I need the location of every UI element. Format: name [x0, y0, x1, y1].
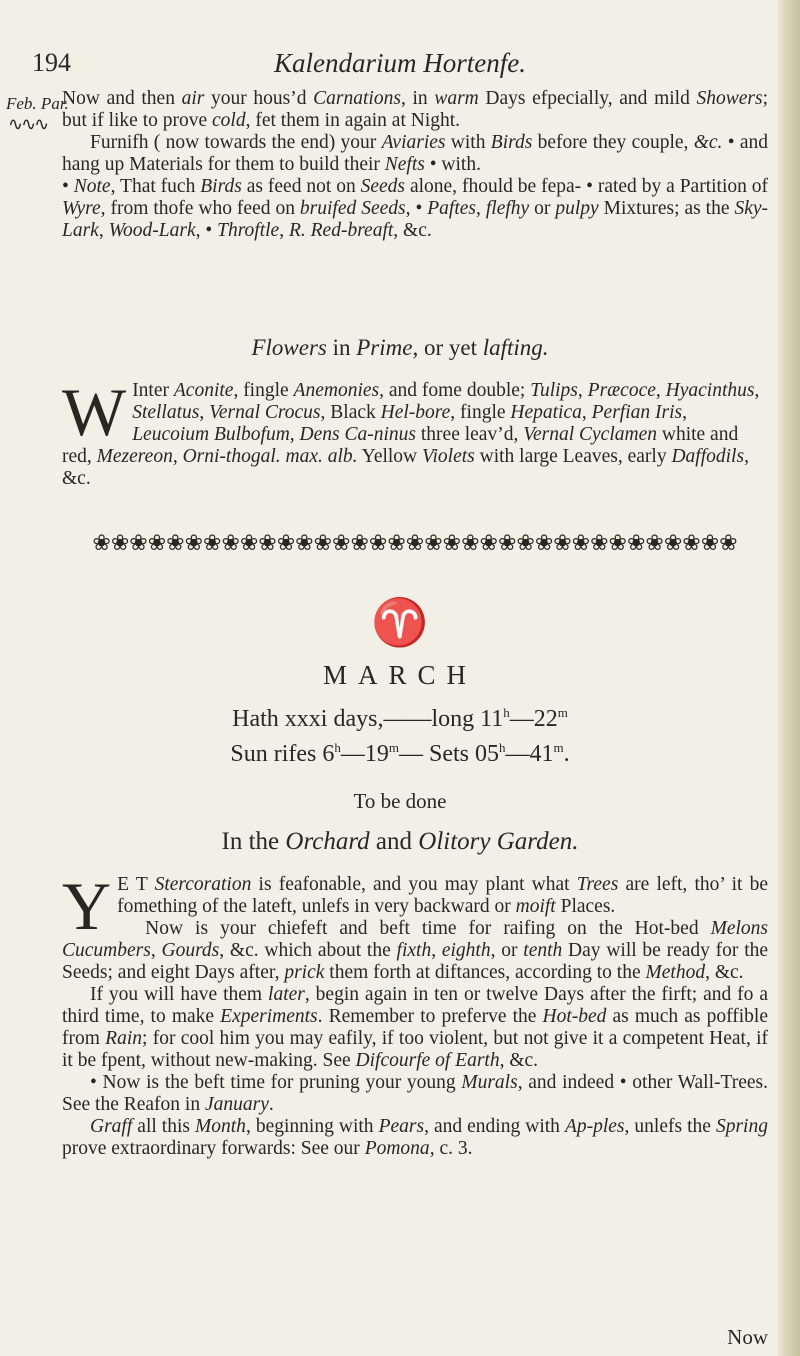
text-run: , unlefs the: [624, 1116, 716, 1137]
text-run: , or: [490, 940, 524, 961]
italic-run: Birds: [490, 132, 533, 153]
intro-paragraph-3: [62, 176, 768, 242]
margin-note: Feb. Par.: [6, 94, 69, 113]
superscript: h: [503, 705, 510, 720]
text-run: .: [563, 741, 570, 767]
flowers-list: [62, 374, 760, 489]
italic-run: Wood-Lark: [108, 220, 196, 241]
text-run: , &c.: [62, 446, 749, 489]
page-header: [0, 40, 800, 80]
italic-run: eighth: [441, 940, 491, 961]
italic-run: later: [268, 984, 305, 1005]
italic-run: Aconite: [173, 380, 234, 401]
text-run: If you will have them: [90, 984, 269, 1005]
italic-run: Murals: [461, 1072, 518, 1093]
italic-run: Spring: [715, 1116, 768, 1137]
intro-paragraph-2: [62, 132, 768, 176]
italic-run: R. Red-breaft: [288, 220, 394, 241]
italic-run: January: [204, 1094, 269, 1115]
days-line: [0, 705, 800, 733]
intro-section: [62, 88, 768, 242]
text-run: prove extraordinary forwards: See our: [62, 1138, 365, 1159]
text-run: —19: [340, 741, 389, 767]
italic-run: Month: [195, 1116, 246, 1137]
text-run: • and hang up Materials for them to build their: [62, 132, 769, 175]
text-run: , •: [195, 220, 218, 241]
month-title: MARCH: [322, 660, 478, 690]
italic-run: pulpy: [555, 198, 599, 219]
text-run: as feed not on: [241, 176, 361, 197]
text-run: ,: [172, 446, 183, 467]
italic-run: Birds: [200, 176, 242, 197]
italic-run: Difcourfe of Earth: [355, 1050, 500, 1071]
text-run: alone, fhould be fepa- • rated by a Partition of: [405, 176, 769, 197]
text-run: , fet them in again at Night.: [245, 110, 461, 131]
italic-run: Nefts: [384, 154, 425, 175]
text-run: your hous’d: [204, 88, 314, 109]
italic-run: Anemonies: [293, 380, 380, 401]
text-run: them forth at diftances, according to the: [324, 962, 646, 983]
italic-run: Violets: [422, 446, 475, 467]
italic-run: flefhy: [485, 198, 530, 219]
italic-run: Daffodils: [671, 446, 745, 467]
italic-run: Aviaries: [381, 132, 446, 153]
intro-paragraph-1: [62, 88, 768, 132]
text-run: , &c.: [499, 1050, 539, 1071]
italic-run: Dens Ca-ninus: [299, 424, 417, 445]
italic-run: prick: [284, 962, 325, 983]
italic-run: fixth: [396, 940, 432, 961]
italic-run: Trees: [576, 874, 619, 895]
text-run: Day will be ready for the Seeds; and eight Days after,: [62, 940, 769, 983]
ornament-border: ❀❀❀❀❀❀❀❀❀❀❀❀❀❀❀❀❀❀❀❀❀❀❀❀❀❀❀❀❀❀❀❀❀❀❀: [92, 530, 738, 555]
text-run: , and indeed • other Wall-Trees. See the Reafon in: [62, 1072, 769, 1115]
italic-run: Prime: [356, 335, 413, 360]
italic-run: Hot-bed: [542, 1006, 607, 1027]
text-run: , Black: [320, 402, 381, 423]
italic-run: Stellatus: [132, 402, 200, 423]
text-run: •: [62, 176, 74, 197]
text-run: Yellow: [357, 446, 423, 467]
march-paragraph-1-text: [117, 874, 768, 917]
italic-run: cold: [212, 110, 246, 131]
text-run: , in: [400, 88, 435, 109]
text-run: • Now is the beft time for pruning your young: [90, 1072, 462, 1093]
text-run: E T: [117, 874, 155, 895]
italic-run: Hyacinthus: [665, 380, 755, 401]
text-run: or: [529, 198, 556, 219]
text-run: , That fuch: [110, 176, 201, 197]
text-run: . Remember to preferve the: [317, 1006, 543, 1027]
text-run: is feafonable, and you may plant what: [251, 874, 577, 895]
text-run: before they couple,: [532, 132, 694, 153]
italic-run: Seeds: [360, 176, 406, 197]
text-run: ,: [150, 940, 162, 961]
aries-sign-icon: ♈: [371, 597, 429, 648]
text-run: Furnifh ( now towards the end) your: [90, 132, 382, 153]
drop-cap-w: W: [62, 374, 127, 450]
text-run: Now is your chiefeft and beft time for raifing on the Hot-bed: [145, 918, 711, 939]
italic-run: Rain: [105, 1028, 143, 1049]
italic-run: Sky-Lark: [62, 198, 769, 241]
text-run: in: [326, 335, 357, 360]
italic-run: Graff: [90, 1116, 133, 1137]
italic-run: Wyre: [62, 198, 101, 219]
text-run: ,: [581, 402, 592, 423]
text-run: ,: [577, 380, 588, 401]
italic-run: Olitory Garden.: [418, 828, 579, 855]
march-paragraph-3: [62, 984, 768, 1072]
text-run: are left, tho’ it be fomething of the lateft, unlefs in very backward or: [117, 874, 769, 917]
text-run: ,: [289, 424, 300, 445]
text-run: all this: [132, 1116, 196, 1137]
march-paragraph-2: [62, 918, 768, 984]
italic-run: Orchard: [285, 828, 370, 855]
text-run: In the: [221, 828, 286, 855]
superscript: h: [499, 740, 506, 755]
text-run: ,: [431, 940, 442, 961]
italic-run: Mezereon: [96, 446, 173, 467]
superscript: m: [557, 705, 568, 720]
margin-ornament: ∿∿∿: [8, 114, 48, 134]
italic-run: Showers: [696, 88, 763, 109]
italic-run: Ap-ples: [564, 1116, 625, 1137]
text-run: Places.: [555, 896, 616, 917]
text-run: , &c.: [393, 220, 432, 241]
text-run: .: [268, 1094, 274, 1115]
page-number: 194: [32, 48, 71, 77]
text-run: —22: [509, 706, 558, 732]
text-run: ; for cool him you may eafily, if too violent, but not give it a competent Heat, if it be fpent, without new-making. See: [62, 1028, 768, 1071]
italic-run: lafting.: [482, 335, 549, 360]
text-run: , beginning with: [245, 1116, 379, 1137]
flowers-heading: [0, 335, 800, 361]
drop-cap-y: Y: [62, 868, 112, 944]
text-run: Now and then: [62, 88, 182, 109]
text-run: as much as poffible from: [62, 1006, 768, 1049]
to-be-done-heading: To be done: [353, 789, 447, 813]
italic-run: Melons Cucumbers: [62, 918, 768, 961]
text-run: , from thofe who feed on: [100, 198, 300, 219]
text-run: ,: [682, 402, 687, 423]
italic-run: bruifed Seeds: [299, 198, 406, 219]
text-run: ,: [655, 380, 666, 401]
text-run: ,: [754, 380, 760, 401]
text-run: , begin again in ten or twelve Days after the firft; and fo a third time, to make: [62, 984, 768, 1027]
italic-run: Leucoium Bulbofum: [132, 424, 290, 445]
text-run: with large Leaves, early: [474, 446, 672, 467]
italic-run: Gourds: [161, 940, 220, 961]
garden-heading: [0, 828, 800, 856]
march-section: [62, 868, 769, 1160]
text-run: Inter: [132, 380, 174, 401]
text-run: Mixtures; as the: [598, 198, 735, 219]
italic-run: Orni-thogal. max. alb.: [182, 446, 358, 467]
march-paragraph-4: [62, 1072, 768, 1116]
text-run: , and ending with: [424, 1116, 565, 1137]
superscript: m: [388, 740, 399, 755]
italic-run: Experiments: [220, 1006, 318, 1027]
italic-run: warm: [434, 88, 479, 109]
italic-run: Præcoce: [587, 380, 656, 401]
italic-run: Carnations: [313, 88, 401, 109]
text-run: ,: [199, 402, 210, 423]
italic-run: Hepatica: [510, 402, 582, 423]
sun-line: [0, 740, 800, 768]
text-run: — Sets 05: [398, 741, 499, 767]
text-run: and: [369, 828, 419, 855]
text-run: , fingle: [450, 402, 511, 423]
text-run: three leav’d,: [416, 424, 524, 445]
superscript: m: [553, 740, 564, 755]
text-run: , &c.: [705, 962, 744, 983]
italic-run: Pears: [378, 1116, 425, 1137]
italic-run: Paftes: [427, 198, 477, 219]
text-run: • with.: [424, 154, 481, 175]
text-run: , &c. which about the: [219, 940, 397, 961]
text-run: white and red,: [62, 424, 739, 467]
text-run: ,: [279, 220, 289, 241]
text-run: , and fome double;: [379, 380, 531, 401]
italic-run: Method: [645, 962, 706, 983]
italic-run: Perfian Iris: [591, 402, 683, 423]
italic-run: Vernal Crocus: [209, 402, 321, 423]
italic-run: Hel-bore: [380, 402, 451, 423]
italic-run: Tulips: [530, 380, 578, 401]
text-run: —41: [505, 741, 554, 767]
superscript: h: [334, 740, 341, 755]
italic-run: Note: [73, 176, 111, 197]
text-run: Sun rifes 6: [230, 741, 335, 767]
italic-run: air: [181, 88, 205, 109]
text-run: with: [445, 132, 491, 153]
text-run: ,: [476, 198, 486, 219]
running-head: Kalendarium Hortenfe.: [274, 48, 526, 78]
march-paragraph-5: [62, 1116, 768, 1160]
text-run: ; but if like to prove: [62, 88, 768, 131]
text-run: , •: [405, 198, 428, 219]
italic-run: Throftle: [217, 220, 280, 241]
italic-run: Pomona: [364, 1138, 430, 1159]
flowers-section: [62, 374, 768, 490]
text-run: Hath xxxi days,——long 11: [232, 706, 504, 732]
text-run: , or yet: [412, 335, 483, 360]
text-run: ,: [98, 220, 109, 241]
italic-run: tenth: [523, 940, 563, 961]
italic-run: Stercoration: [154, 874, 252, 895]
catchword: Now: [727, 1325, 768, 1349]
italic-run: Vernal Cyclamen: [523, 424, 657, 445]
italic-run: moift: [515, 896, 556, 917]
italic-run: Flowers: [251, 335, 327, 360]
text-run: , fingle: [233, 380, 294, 401]
text-run: , c. 3.: [429, 1138, 473, 1159]
italic-run: &c.: [693, 132, 723, 153]
text-run: Days efpecially, and mild: [478, 88, 697, 109]
